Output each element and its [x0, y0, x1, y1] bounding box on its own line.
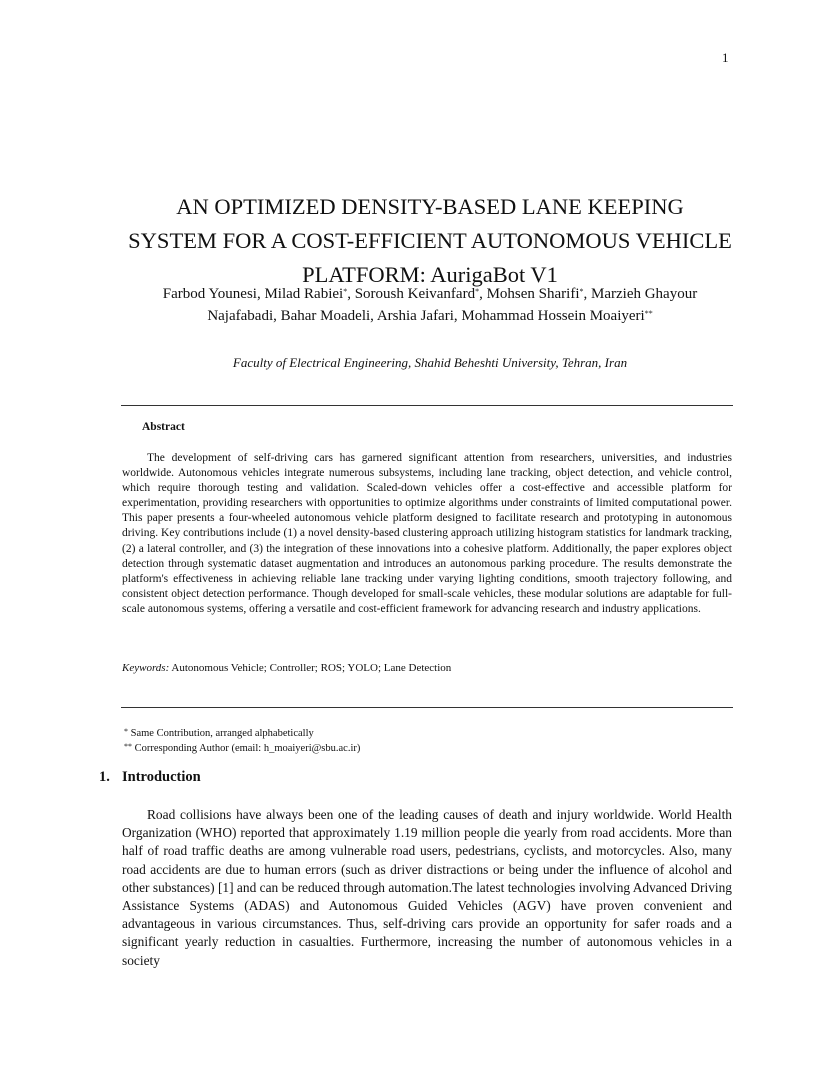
author-list [110, 283, 750, 327]
footnote-text: Corresponding Author (email: h_moaiyeri@sbu.ac.ir) [132, 743, 361, 754]
keywords-label: Keywords: [122, 662, 170, 674]
author-line [110, 283, 750, 305]
affiliation: Faculty of Electrical Engineering, Shahid Beheshti University, Tehran, Iran [232, 355, 628, 370]
author-line [110, 305, 750, 327]
paper-title [80, 190, 780, 292]
footnote-text: Same Contribution, arranged alphabetically [128, 728, 314, 739]
divider [121, 405, 733, 406]
section-number: 1. [99, 769, 110, 785]
title-line: PLATFORM: AurigaBot V1 [302, 262, 558, 287]
section-heading [99, 769, 201, 786]
footnote [124, 741, 734, 756]
author-mark: * [475, 287, 480, 296]
author-names: , Mohsen Sharifi [479, 286, 580, 302]
page-number: 1 [722, 50, 729, 65]
keywords-text: Autonomous Vehicle; Controller; ROS; YOLO; Lane Detection [169, 662, 452, 674]
title-line: AN OPTIMIZED DENSITY-BASED LANE KEEPING [176, 194, 684, 219]
title-line: SYSTEM FOR A COST-EFFICIENT AUTONOMOUS VEHICLE [128, 228, 732, 253]
section-body: Road collisions have always been one of the leading causes of death and injury worldwide. World Health Organization (WHO) reported that approximately 1.19 million people die yearly from road accidents. More than half of road traffic deaths are among vulnerable road users, pedestrians, cyclists, and motorcycles. Also, many road accidents are due to human errors (such as driver distractions or being under the influence of alcohol and other substances) [1] and can be reduced through automation.The latest technologies involving Advanced Driving Assistance Systems (ADAS) and Autonomous Guided Vehicles (AGV) have proven convenient and advantageous in various circumstances. Thus, self-driving cars provide an opportunity for safer roads and a significant yearly reduction in casualties. Furthermore, increasing the number of autonomous vehicles in a society [122, 807, 732, 968]
author-names: , Marzieh Ghayour [583, 286, 698, 302]
footnote-mark: ** [124, 742, 132, 751]
keywords [122, 662, 732, 674]
abstract-heading: Abstract [142, 421, 185, 433]
author-mark: * [343, 287, 348, 296]
divider [121, 707, 733, 708]
footnotes [124, 726, 734, 756]
abstract-body: The development of self-driving cars has garnered significant attention from researchers, universities, and industries worldwide. Autonomous vehicles integrate numerous subsystems, including lane tracking, object detection, and vehicle control, which require thorough testing and validation. Scaled-down vehicles offer a cost-effective and accessible platform for experimentation, providing researchers with opportunities to optimize algorithms under constraints of limited computational power. This paper presents a four-wheeled autonomous vehicle platform designed to facilitate research and prototyping in autonomous driving. Key contributions include (1) a novel density-based clustering approach utilizing histogram statistics for landmark tracking, (2) a lateral controller, and (3) the integration of these innovations into a cohesive platform. Additionally, the paper explores object detection through systematic dataset augmentation and introduces an autonomous parking procedure. The results demonstrate the platform's effectiveness in achieving reliable lane tracking under varying lighting conditions, smooth trajectory following, and consistent object detection performance. Though developed for small-scale vehicles, these modular solutions are adaptable for full-scale autonomous systems, offering a versatile and cost-efficient framework for advancing research and industry applications. [122, 452, 732, 615]
author-names: Najafabadi, Bahar Moadeli, Arshia Jafari, Mohammad Hossein Moaiyeri [207, 308, 645, 324]
author-mark: ** [644, 309, 653, 318]
author-names: Farbod Younesi, Milad Rabiei [162, 286, 344, 302]
author-names: , Soroush Keivanfard [347, 286, 476, 302]
section-title: Introduction [122, 769, 201, 785]
footnote-mark: * [124, 727, 128, 736]
footnote [124, 726, 734, 741]
author-mark: * [579, 287, 584, 296]
